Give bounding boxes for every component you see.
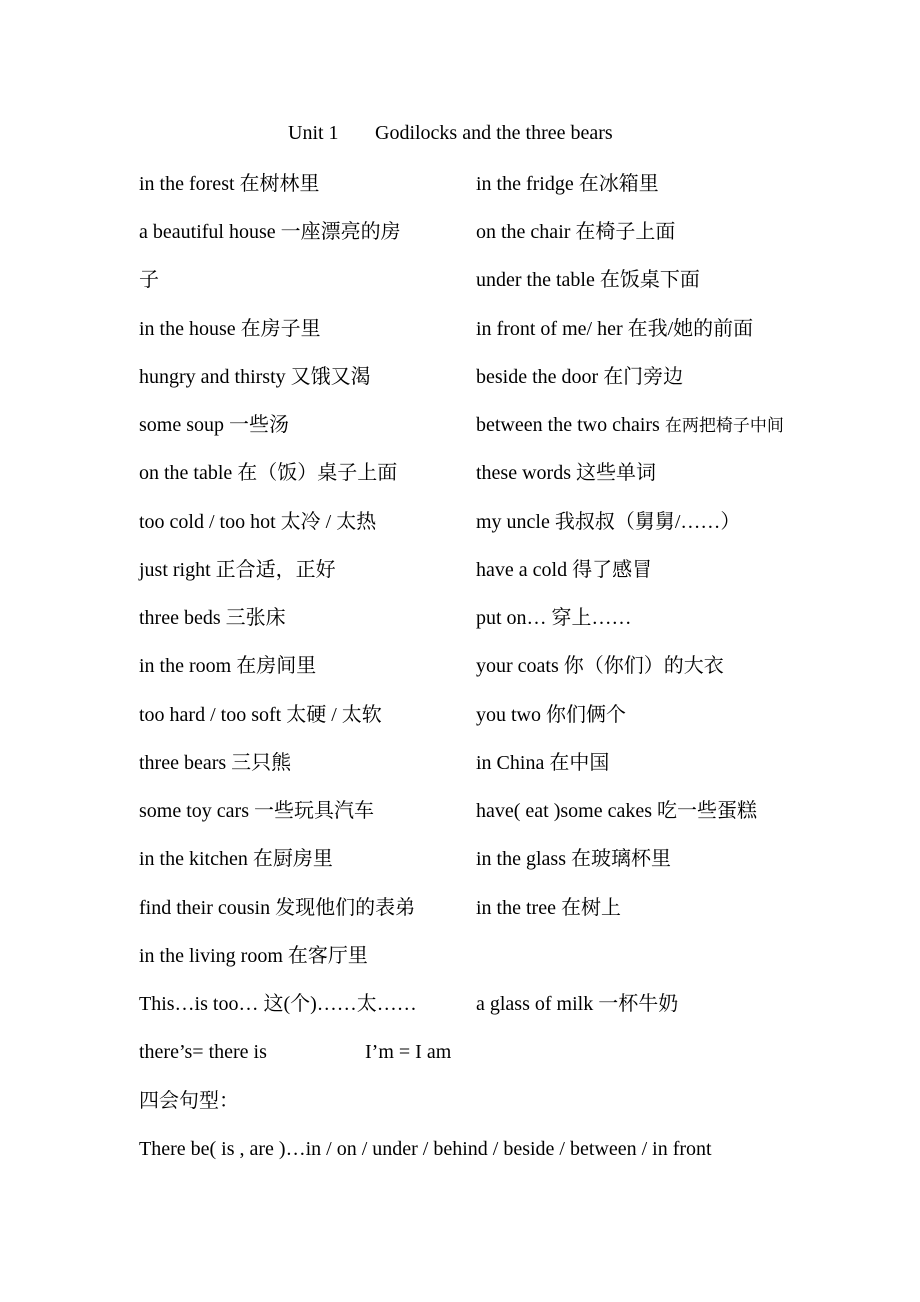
vocab-right-item: beside the door 在门旁边: [476, 366, 684, 388]
vocab-right-item: my uncle 我叔叔（舅舅/……）: [476, 511, 741, 533]
vocab-right-english: between the two chairs: [476, 414, 660, 436]
vocab-right-item: have( eat )some cakes 吃一些蛋糕: [476, 800, 758, 822]
vocab-right-item: in the glass 在玻璃杯里: [476, 848, 671, 870]
vocab-right-item: you two 你们俩个: [476, 704, 626, 726]
vocab-left-item: three bears 三只熊: [139, 752, 292, 774]
unit-name: Godilocks and the three bears: [375, 122, 613, 144]
vocab-left-item: in the forest 在树林里: [139, 173, 320, 195]
vocab-left-item: a beautiful house 一座漂亮的房: [139, 221, 401, 243]
vocab-right-item: under the table 在饭桌下面: [476, 269, 700, 291]
vocab-left-item: This…is too… 这(个)……太……: [139, 993, 417, 1015]
vocab-right-item: have a cold 得了感冒: [476, 559, 653, 581]
vocab-right-item: your coats 你（你们）的大衣: [476, 655, 724, 677]
vocab-left-item: find their cousin 发现他们的表弟: [139, 897, 416, 919]
vocab-right-item: in the fridge 在冰箱里: [476, 173, 659, 195]
vocab-right-chinese-small: 在两把椅子中间: [664, 416, 784, 435]
sentence-pattern: There be( is , are )…in / on / under / behind / beside / between / in front: [139, 1138, 712, 1160]
vocab-right-item: put on… 穿上……: [476, 607, 632, 629]
vocab-left-item: in the room 在房间里: [139, 655, 317, 677]
vocab-right-item: on the chair 在椅子上面: [476, 221, 676, 243]
vocab-right-item: in China 在中国: [476, 752, 610, 774]
vocab-left-item: 子: [139, 269, 159, 291]
vocab-right-item: a glass of milk 一杯牛奶: [476, 993, 679, 1015]
vocab-right-item: these words 这些单词: [476, 462, 656, 484]
vocab-left-item: hungry and thirsty 又饿又渴: [139, 366, 371, 388]
vocab-right-item: in front of me/ her 在我/她的前面: [476, 318, 754, 340]
contraction-row: [139, 1039, 451, 1065]
vocab-left-item: just right 正合适，正好: [139, 559, 336, 581]
vocab-right-item: in the tree 在树上: [476, 897, 621, 919]
vocab-left-item: too hard / too soft 太硬 / 太软: [139, 704, 382, 726]
vocab-right-item: [476, 412, 784, 439]
contraction-i-am: I’m = I am: [365, 1041, 452, 1063]
contraction-there-is: there’s= there is: [139, 1041, 267, 1063]
page-title: [288, 122, 613, 145]
vocab-left-item: in the house 在房子里: [139, 318, 321, 340]
vocab-left-item: three beds 三张床: [139, 607, 286, 629]
section-heading: 四会句型：: [139, 1090, 239, 1112]
vocab-left-item: too cold / too hot 太冷 / 太热: [139, 511, 377, 533]
vocab-left-item: in the kitchen 在厨房里: [139, 848, 333, 870]
vocab-left-item: some soup 一些汤: [139, 414, 289, 436]
vocab-left-item: some toy cars 一些玩具汽车: [139, 800, 374, 822]
vocab-left-item: in the living room 在客厅里: [139, 945, 368, 967]
vocab-left-item: on the table 在（饭）桌子上面: [139, 462, 398, 484]
unit-number: Unit 1: [288, 122, 339, 144]
